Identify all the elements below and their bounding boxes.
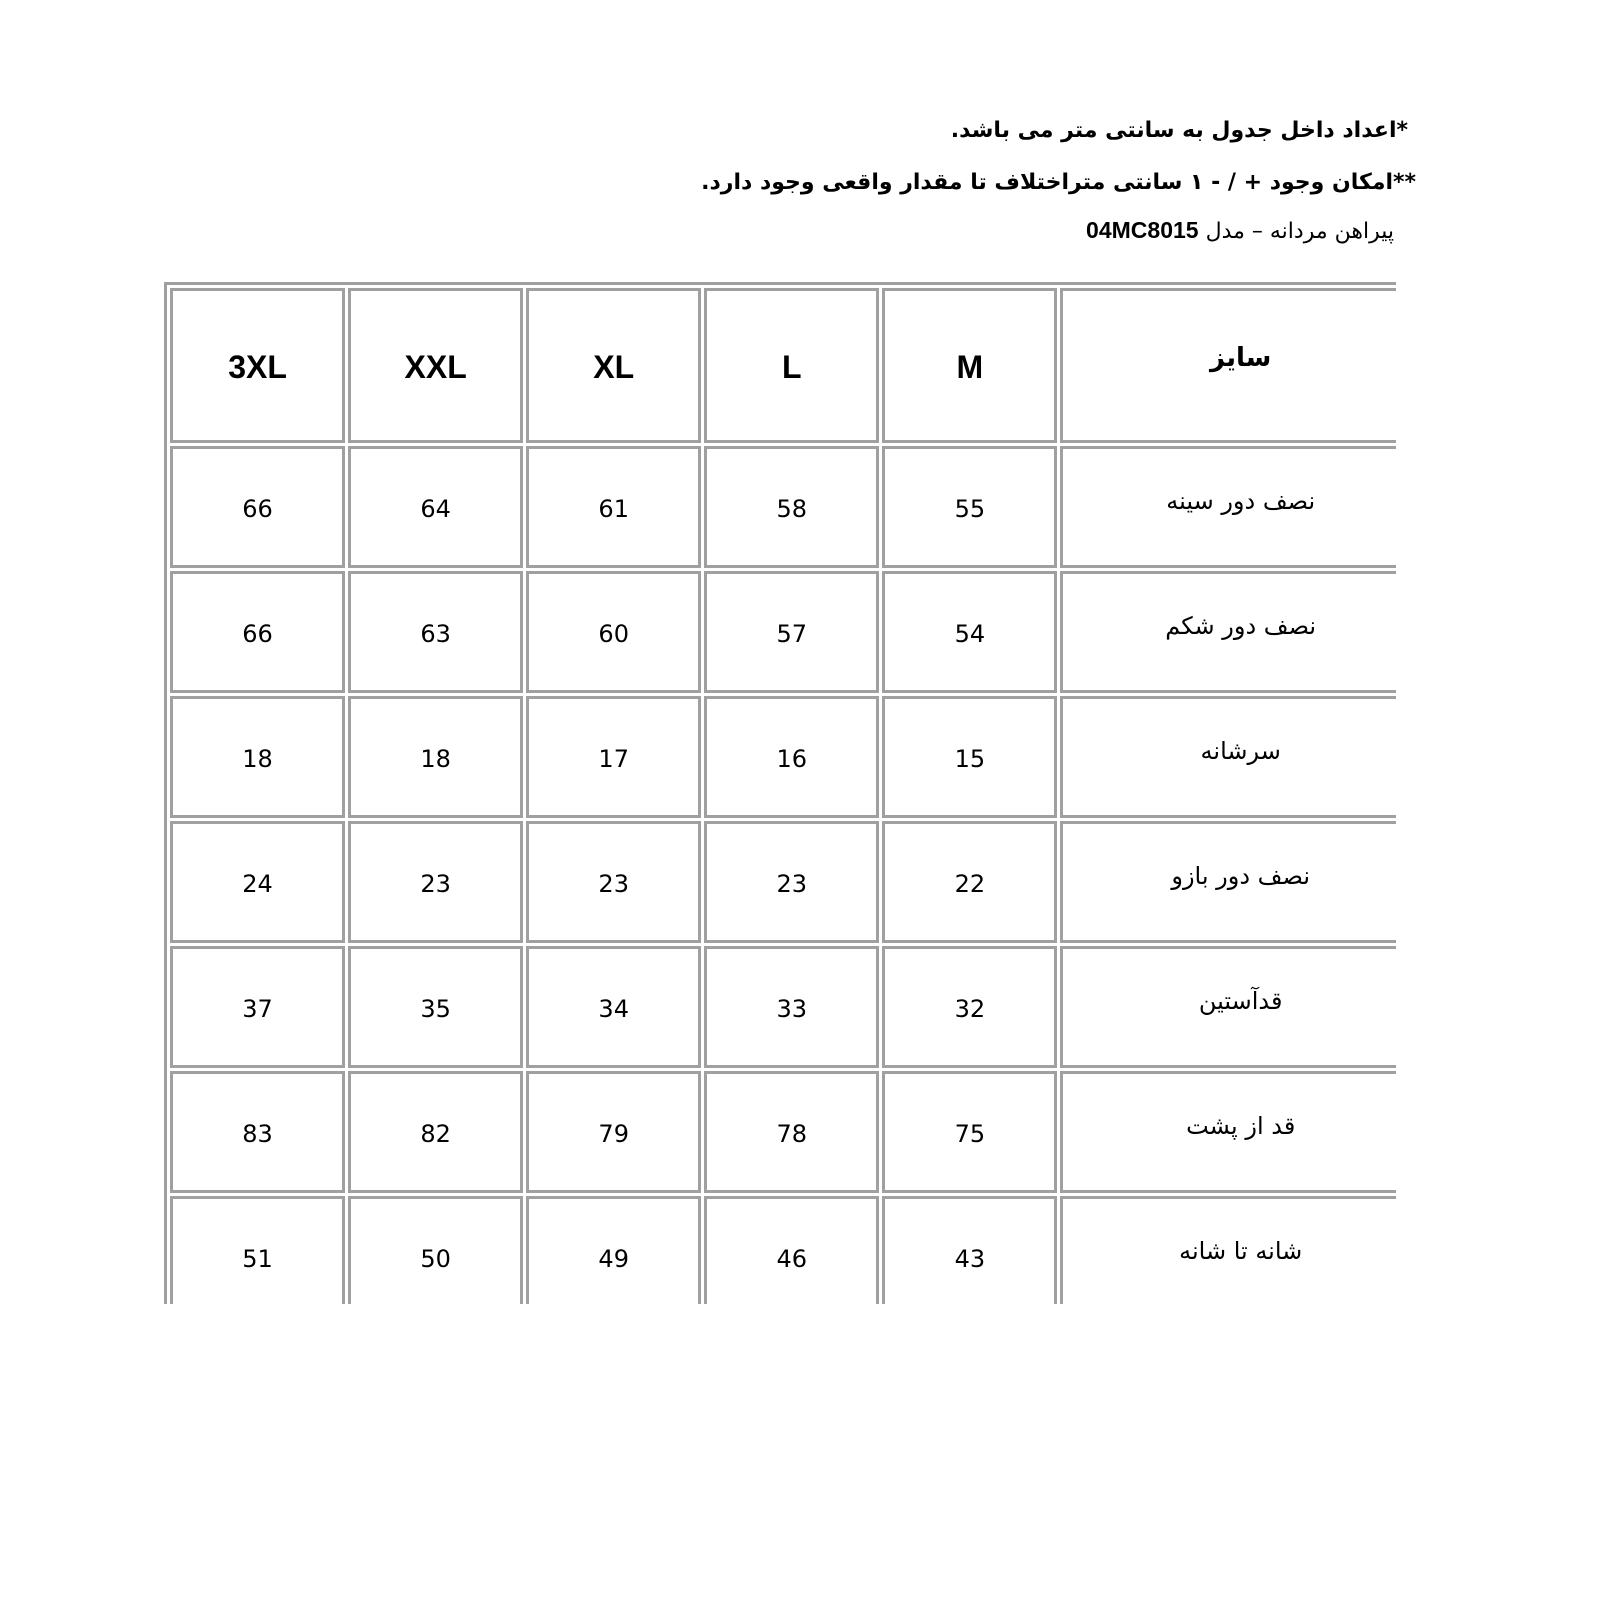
- size-header-l: L: [704, 288, 879, 443]
- size-chart-container: [164, 282, 1396, 1304]
- header-row: [170, 288, 1396, 443]
- size-header-3xl: 3XL: [170, 288, 345, 443]
- row-label-cell: [1060, 1196, 1396, 1304]
- cell-3xl: 37: [170, 946, 345, 1068]
- size-header-m: M: [882, 288, 1057, 443]
- cell-xxl: 23: [348, 821, 523, 943]
- cell-3xl: 66: [170, 571, 345, 693]
- cell-m: 43: [882, 1196, 1057, 1304]
- measurement-label: نصف دور شکم: [1165, 612, 1317, 640]
- table-row: [170, 821, 1396, 943]
- cell-l: 78: [704, 1071, 879, 1193]
- size-corner-label: سایز: [1060, 288, 1396, 443]
- model-code: 04MC8015: [1086, 217, 1199, 243]
- table-row: [170, 571, 1396, 693]
- cell-xl: 61: [526, 446, 701, 568]
- cell-l: 46: [704, 1196, 879, 1304]
- cell-xl: 49: [526, 1196, 701, 1304]
- cell-l: 58: [704, 446, 879, 568]
- measurement-label: شانه تا شانه: [1179, 1237, 1303, 1265]
- cell-xxl: 50: [348, 1196, 523, 1304]
- cell-l: 23: [704, 821, 879, 943]
- cell-m: 55: [882, 446, 1057, 568]
- product-name: پیراهن مردانه – مدل: [1205, 219, 1394, 244]
- cell-3xl: 18: [170, 696, 345, 818]
- measurement-label: قد از پشت: [1186, 1112, 1296, 1140]
- cell-m: 75: [882, 1071, 1057, 1193]
- product-title: [1086, 219, 1394, 243]
- cell-xl: 34: [526, 946, 701, 1068]
- cell-l: 16: [704, 696, 879, 818]
- size-chart-table: [164, 282, 1396, 1304]
- measurement-label: سرشانه: [1200, 737, 1281, 765]
- cell-xxl: 82: [348, 1071, 523, 1193]
- cell-xl: 23: [526, 821, 701, 943]
- cell-xl: 79: [526, 1071, 701, 1193]
- table-row: [170, 1071, 1396, 1193]
- cell-3xl: 24: [170, 821, 345, 943]
- cell-xxl: 35: [348, 946, 523, 1068]
- size-header-xl: XL: [526, 288, 701, 443]
- row-label-cell: [1060, 1071, 1396, 1193]
- tolerance-note: **امکان وجود + / - ۱ سانتی متراختلاف تا مقدار واقعی وجود دارد.: [701, 170, 1416, 195]
- table-row: [170, 446, 1396, 568]
- unit-note: *اعداد داخل جدول به سانتی متر می باشد.: [950, 118, 1408, 143]
- cell-m: 22: [882, 821, 1057, 943]
- measurement-label: قدآستین: [1198, 987, 1283, 1015]
- row-label-cell: [1060, 821, 1396, 943]
- cell-3xl: 51: [170, 1196, 345, 1304]
- cell-xl: 17: [526, 696, 701, 818]
- measurement-label: نصف دور بازو: [1171, 862, 1311, 890]
- table-row: [170, 946, 1396, 1068]
- row-label-cell: [1060, 946, 1396, 1068]
- row-label-cell: [1060, 571, 1396, 693]
- table-row: [170, 696, 1396, 818]
- row-label-cell: [1060, 446, 1396, 568]
- table-row: [170, 1196, 1396, 1304]
- cell-l: 33: [704, 946, 879, 1068]
- cell-l: 57: [704, 571, 879, 693]
- cell-xxl: 18: [348, 696, 523, 818]
- cell-xxl: 64: [348, 446, 523, 568]
- row-label-cell: [1060, 696, 1396, 818]
- cell-m: 15: [882, 696, 1057, 818]
- cell-m: 54: [882, 571, 1057, 693]
- cell-3xl: 66: [170, 446, 345, 568]
- size-header-xxl: XXL: [348, 288, 523, 443]
- cell-xl: 60: [526, 571, 701, 693]
- cell-xxl: 63: [348, 571, 523, 693]
- cell-3xl: 83: [170, 1071, 345, 1193]
- measurement-label: نصف دور سینه: [1166, 487, 1316, 515]
- cell-m: 32: [882, 946, 1057, 1068]
